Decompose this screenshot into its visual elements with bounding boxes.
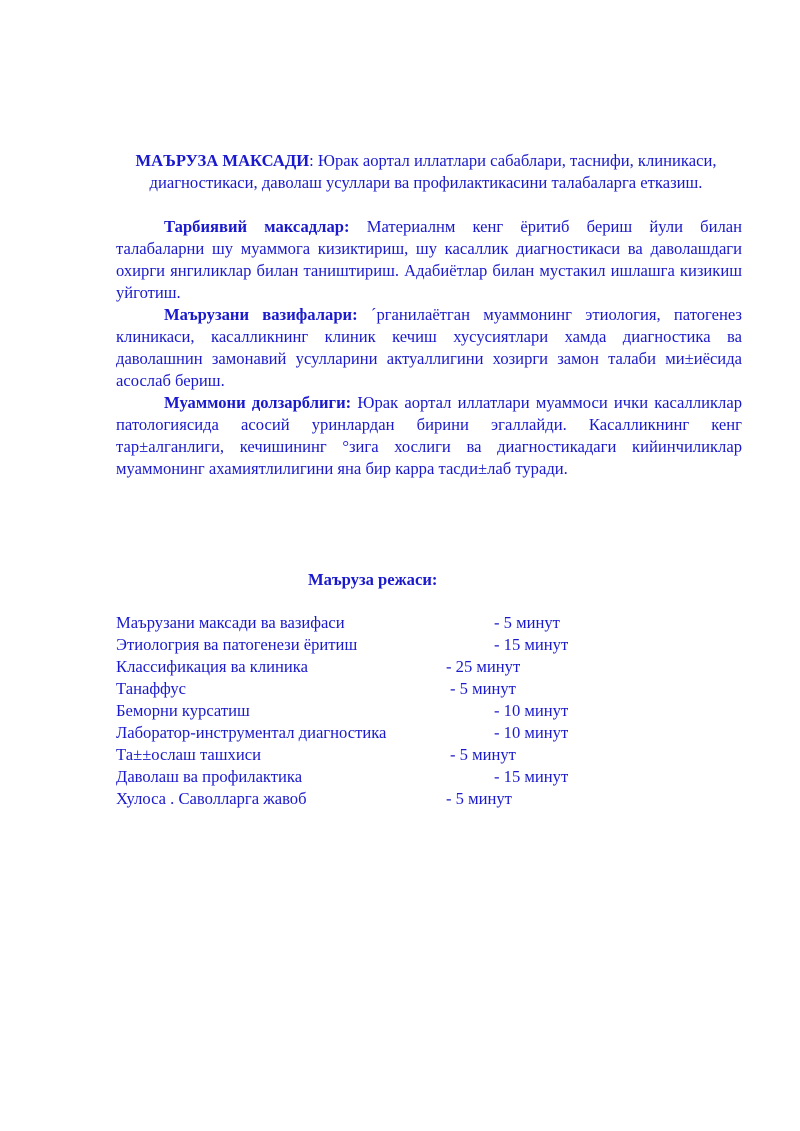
plan-item-label: Танаффус bbox=[116, 679, 186, 698]
plan-item bbox=[116, 788, 636, 810]
educational-goals-text: Материалнм кенг ёритиб бериш йули билан талабаларни шу муаммога кизиктириш, шу касаллик диагностикаси ва даволашдаги охирги янгиликлар билан таништириш. Адабиётлар билан мустакил ишлашга кизикиш уйготиш. bbox=[116, 217, 742, 302]
plan-item-duration: - 5 минут bbox=[450, 679, 516, 698]
lecture-goal-text: : Юрак аортал иллатлари сабаблари, таснифи, клиникаси, диагностикаси, даволаш усуллари ва профилактикасини талабаларга етказиш. bbox=[149, 151, 717, 192]
plan-item-label: Классификация ва клиника bbox=[116, 657, 308, 676]
lecture-plan-title: Маъруза режаси: bbox=[308, 570, 438, 589]
plan-item bbox=[116, 744, 636, 766]
plan-item-label: Беморни курсатиш bbox=[116, 701, 250, 720]
plan-item bbox=[116, 612, 636, 634]
lecture-tasks bbox=[116, 304, 742, 392]
plan-item bbox=[116, 656, 636, 678]
plan-item bbox=[116, 722, 636, 744]
educational-goals bbox=[116, 216, 742, 304]
problem-relevance-heading: Муаммони долзарблиги: bbox=[164, 393, 352, 412]
lecture-goal bbox=[110, 150, 742, 194]
plan-item-duration: - 5 минут bbox=[446, 789, 512, 808]
educational-goals-heading: Тарбиявий максадлар: bbox=[164, 217, 350, 236]
plan-item-duration: - 10 минут bbox=[494, 723, 569, 742]
problem-relevance bbox=[116, 392, 742, 480]
plan-item bbox=[116, 678, 636, 700]
plan-item-duration: - 25 минут bbox=[446, 657, 521, 676]
plan-item-duration: - 5 минут bbox=[450, 745, 516, 764]
plan-item-label: Даволаш ва профилактика bbox=[116, 767, 303, 786]
plan-item-duration: - 15 минут bbox=[494, 767, 569, 786]
plan-item bbox=[116, 766, 636, 788]
lecture-tasks-text: ´рганилаётган муаммонинг этиология, патогенез клиникаси, касалликнинг клиник кечиш хусусиятлари хамда диагностика ва даволашнин замонавий усулларини актуаллигини хозирги замон талаби ми±иёсида асослаб бериш. bbox=[116, 305, 742, 390]
plan-item-duration: - 5 минут bbox=[494, 613, 560, 632]
plan-item bbox=[116, 634, 636, 656]
plan-item-label: Этиологрия ва патогенези ёритиш bbox=[116, 635, 358, 654]
plan-item-duration: - 10 минут bbox=[494, 701, 569, 720]
problem-relevance-text: Юрак аортал иллатлари муаммоси ички касалликлар патологиясида асосий уринлардан бирини эгаллайди. Касалликнинг кенг тар±алганлиги, кечишининг °зига хослиги ва диагностикадаги кийинчиликлар муаммонинг ахамиятлилигини яна бир карра тасди±лаб туради. bbox=[116, 393, 742, 478]
lecture-goal-heading: МАЪРУЗА МАКСАДИ bbox=[135, 151, 310, 170]
plan-item-label: Маърузани максади ва вазифаси bbox=[116, 613, 345, 632]
plan-item bbox=[116, 700, 636, 722]
plan-item-duration: - 15 минут bbox=[494, 635, 569, 654]
plan-item-label: Хулоса . Саволларга жавоб bbox=[116, 789, 307, 808]
plan-item-label: Лаборатор-инструментал диагностика bbox=[116, 723, 387, 742]
lecture-tasks-heading: Маърузани вазифалари: bbox=[164, 305, 358, 324]
plan-item-label: Та±±ослаш ташхиси bbox=[116, 745, 261, 764]
